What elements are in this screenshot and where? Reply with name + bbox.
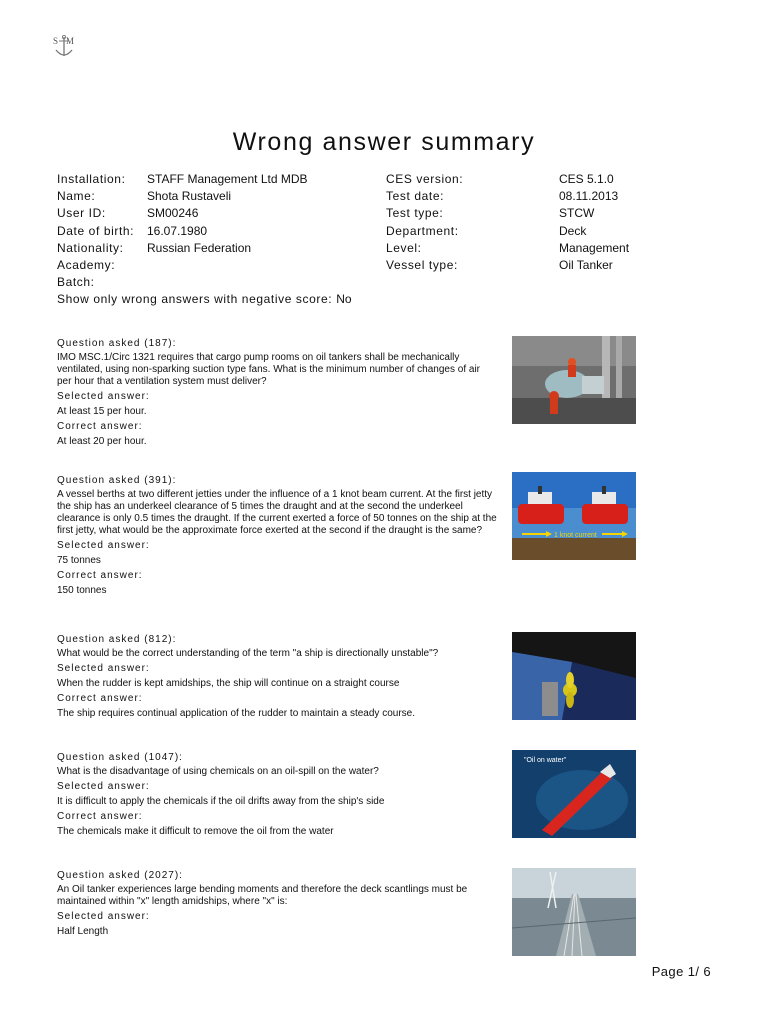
selected-answer: 75 tonnes bbox=[57, 555, 101, 566]
tanker-deck-image bbox=[512, 868, 636, 956]
info-label: Vessel type: bbox=[386, 257, 458, 272]
info-row-vessel-type bbox=[386, 257, 613, 274]
info-label: Department: bbox=[386, 223, 459, 238]
info-value: SM00246 bbox=[147, 206, 199, 221]
info-row-nationality bbox=[57, 240, 252, 257]
oil-on-water-image bbox=[512, 750, 636, 838]
info-label: User ID: bbox=[57, 206, 106, 221]
info-label: Level: bbox=[386, 240, 422, 255]
selected-answer-label: Selected answer: bbox=[57, 540, 150, 551]
question-heading: Question asked (1047): bbox=[57, 752, 183, 763]
info-row-dob bbox=[57, 223, 208, 240]
info-label: Date of birth: bbox=[57, 223, 135, 238]
info-value: Deck bbox=[559, 223, 587, 238]
show-only-value: No bbox=[336, 292, 352, 306]
question-block bbox=[57, 338, 497, 451]
correct-answer: The chemicals make it difficult to remove the oil from the water bbox=[57, 826, 334, 837]
info-label: Test date: bbox=[386, 189, 445, 204]
info-value: STAFF Management Ltd MDB bbox=[147, 172, 308, 186]
question-block bbox=[57, 475, 497, 600]
info-row-installation bbox=[57, 171, 308, 188]
selected-answer: It is difficult to apply the chemicals if the oil drifts away from the ship's side bbox=[57, 796, 385, 807]
info-value: 16.07.1980 bbox=[147, 223, 208, 238]
question-heading: Question asked (391): bbox=[57, 475, 177, 486]
selected-answer-label: Selected answer: bbox=[57, 391, 150, 402]
info-value: 08.11.2013 bbox=[559, 189, 619, 204]
correct-answer-label: Correct answer: bbox=[57, 693, 143, 704]
question-text: An Oil tanker experiences large bending moments and therefore the deck scantlings must be maintained within "x" length amidships, where "x" is: bbox=[57, 884, 468, 907]
selected-answer: At least 15 per hour. bbox=[57, 406, 147, 417]
test-info bbox=[386, 171, 630, 274]
info-row-name bbox=[57, 188, 232, 205]
page-title: Wrong answer summary bbox=[232, 128, 536, 156]
info-label: Name: bbox=[57, 189, 96, 204]
selected-answer-label: Selected answer: bbox=[57, 781, 150, 792]
info-label: Nationality: bbox=[57, 240, 124, 255]
info-label: Academy: bbox=[57, 257, 116, 272]
show-only-label: Show only wrong answers with negative score: bbox=[57, 292, 333, 306]
info-value: CES 5.1.0 bbox=[559, 172, 614, 186]
rudder-propeller-image bbox=[512, 632, 636, 720]
question-block bbox=[57, 870, 497, 941]
question-heading: Question asked (2027): bbox=[57, 870, 183, 881]
selected-answer-label: Selected answer: bbox=[57, 911, 150, 922]
info-value: Shota Rustaveli bbox=[147, 189, 232, 204]
info-label: Installation: bbox=[57, 172, 126, 186]
question-heading: Question asked (812): bbox=[57, 634, 177, 645]
svg-text:M: M bbox=[66, 36, 75, 46]
info-value: Oil Tanker bbox=[559, 257, 613, 272]
info-label: CES version: bbox=[386, 172, 464, 186]
info-label: Test type: bbox=[386, 206, 444, 221]
selected-answer-label: Selected answer: bbox=[57, 663, 150, 674]
question-text: What is the disadvantage of using chemicals on an oil-spill on the water? bbox=[57, 766, 379, 777]
beam-current-image bbox=[512, 472, 636, 560]
selected-answer: When the rudder is kept amidships, the ship will continue on a straight course bbox=[57, 678, 400, 689]
info-row-user-id bbox=[57, 205, 199, 222]
info-row-academy bbox=[57, 257, 134, 274]
correct-answer: 150 tonnes bbox=[57, 585, 107, 596]
candidate-info bbox=[57, 171, 308, 291]
question-text: What would be the correct understanding of the term "a ship is directionally unstable"? bbox=[57, 648, 439, 659]
sm-anchor-logo-icon bbox=[50, 34, 78, 60]
info-row-department bbox=[386, 223, 587, 240]
info-value: STCW bbox=[559, 206, 595, 221]
info-label: Batch: bbox=[57, 275, 95, 290]
info-row-batch bbox=[57, 274, 134, 291]
question-text: IMO MSC.1/Circ 1321 requires that cargo pump rooms on oil tankers shall be mechanically ventilated, using non-sparking suction type fans. What is the minimum number of changes of air per hour that a ventilation system must deliver? bbox=[57, 352, 480, 387]
info-row-test-date bbox=[386, 188, 619, 205]
svg-text:S: S bbox=[53, 36, 59, 46]
info-value: Management bbox=[559, 240, 630, 255]
oil-on-water-caption: "Oil on water" bbox=[524, 757, 567, 764]
correct-answer: At least 20 per hour. bbox=[57, 436, 147, 447]
question-heading: Question asked (187): bbox=[57, 338, 177, 349]
beam-current-caption: 1 knot current bbox=[554, 532, 597, 539]
pump-room-image bbox=[512, 336, 636, 424]
show-only-setting bbox=[57, 292, 352, 306]
question-text: A vessel berths at two different jetties under the influence of a 1 knot beam current. At the first jetty the ship has an underkeel clearance of 5 times the draught and at the second the underkeel clearance is only 0.5 times the draught. If the current exerted a force of 50 tonnes on the ship at the first jetty, what would be the approximate force exerted at the second if the draught is the same? bbox=[57, 489, 497, 536]
question-block bbox=[57, 752, 497, 841]
page-number: Page 1/ 6 bbox=[651, 964, 711, 979]
info-row-test-type bbox=[386, 205, 595, 222]
correct-answer-label: Correct answer: bbox=[57, 570, 143, 581]
info-row-level bbox=[386, 240, 630, 257]
info-row-ces-version bbox=[386, 171, 614, 188]
info-value: Russian Federation bbox=[147, 240, 252, 255]
correct-answer: The ship requires continual application of the rudder to maintain a steady course. bbox=[57, 708, 415, 719]
question-block bbox=[57, 634, 497, 723]
correct-answer-label: Correct answer: bbox=[57, 421, 143, 432]
correct-answer-label: Correct answer: bbox=[57, 811, 143, 822]
selected-answer: Half Length bbox=[57, 926, 109, 937]
